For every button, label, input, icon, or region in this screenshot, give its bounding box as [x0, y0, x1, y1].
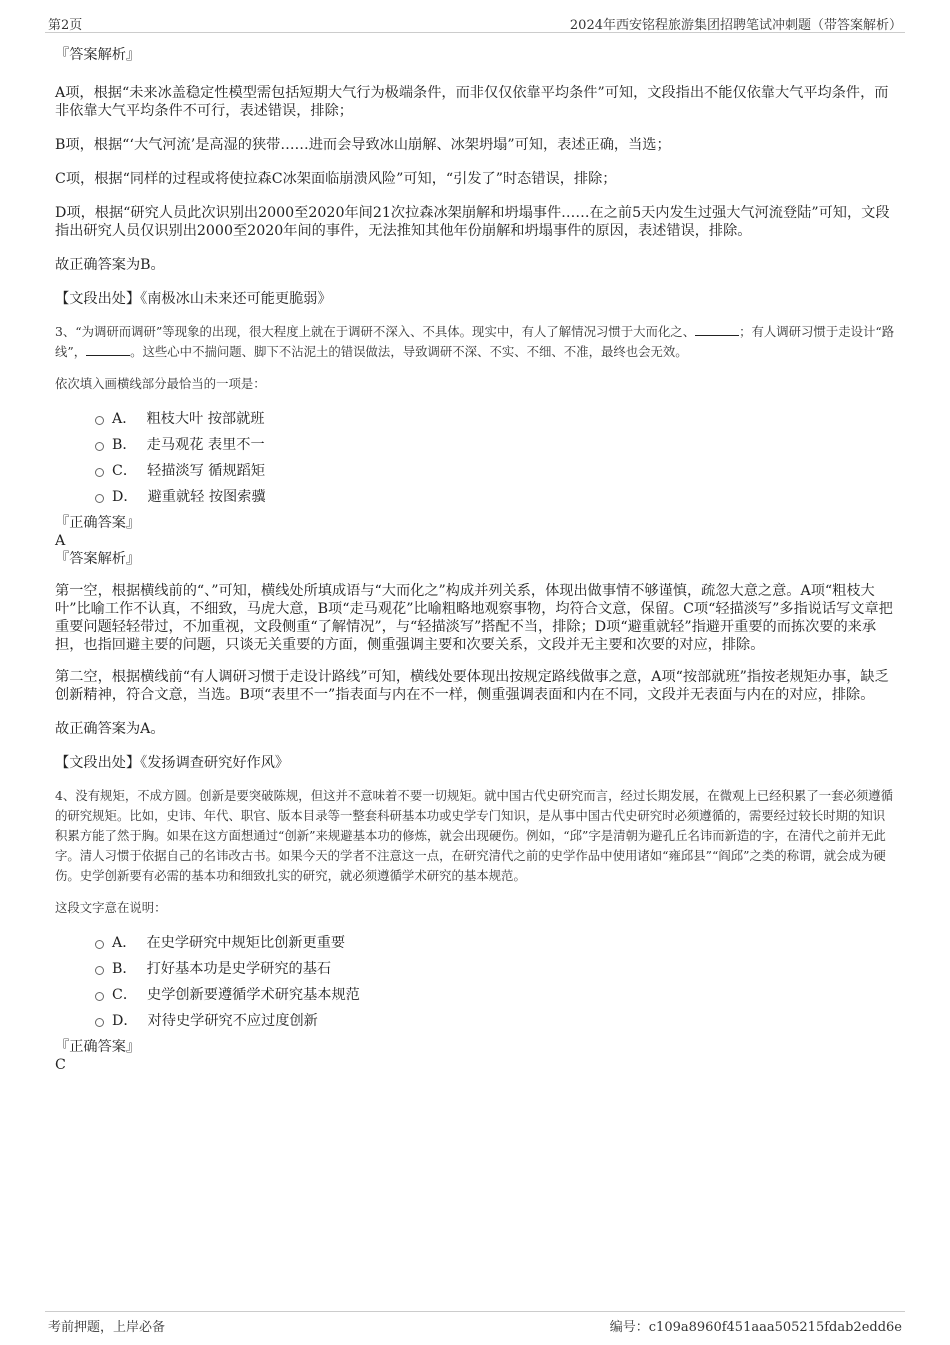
q3-options [95, 406, 897, 510]
q2-source: 【文段出处】《南极冰山未来还可能更脆弱》 [55, 291, 332, 307]
q3-conclusion: 故正确答案为A。 [55, 721, 165, 737]
q4-stem: 4、没有规矩，不成方圆。创新是要突破陈规，但这并不意味着不要一切规矩。就中国古代史研究而言，经过长期发展，在微观上已经积累了一套必须遵循的研究规矩。比如，史讳、年代、职官、版本目录等一整套科研基本功或史学专门知识，是从事中国古代史研究时必须遵循的，需要经过较长时期的知识积累方能了然于胸。如果在这方面想通过“创新”来规避基本功的修炼，就会出现硬伤。例如，“邱”字是清朝为避孔丘名讳而新造的字，在清代之前并无此字。清人习惯于依据自己的名讳改古书。如果今天的学者不注意这一点，在研究清代之前的史学作品中使用诸如“雍邱县”“阎邱”之类的称谓，就会成为硬伤。史学创新要有必需的基本功和细致扎实的研究，就必须遵循学术研究的基本规范。 [55, 788, 894, 883]
radio-icon[interactable] [95, 416, 104, 425]
option-text: 粗枝大叶 按部就班 [146, 411, 265, 427]
q4-option-a[interactable] [95, 930, 897, 956]
q3-stem-part-3: 。这些心中不揣问题、脚下不沾泥土的错误做法，导致调研不深、不实、不细、不准，最终也会无效。 [130, 344, 688, 359]
q3-stem-part-2: ；有人调研习惯于走设计“路线”， [55, 324, 895, 359]
main-content [55, 40, 897, 1074]
q2-analysis-d: D项，根据“研究人员此次识别出2000至2020年间21次拉森冰架崩解和坍塌事件……在之前5天内发生过强大气河流登陆”可知，文段指出研究人员仅识别出2000至2020年间的事件，无法推知其他年份崩解和坍塌事件的原因，表述错误，排除。 [55, 205, 890, 239]
option-text: 对待史学研究不应过度创新 [147, 1013, 318, 1029]
page-header [45, 14, 905, 33]
footer-slogan: 考前押题，上岸必备 [48, 1320, 166, 1335]
option-text: 轻描淡写 循规蹈矩 [147, 463, 266, 479]
q3-stem-part-1: 3、“为调研而调研”等现象的出现，很大程度上就在于调研不深入、不具体。现实中，有人了解情况习惯于大而化之、 [55, 324, 696, 339]
radio-icon[interactable] [95, 1018, 104, 1027]
radio-icon[interactable] [95, 940, 104, 949]
q4-answer-label: 『正确答案』 [55, 1039, 141, 1055]
q3-option-a[interactable] [95, 406, 897, 432]
q2-conclusion: 故正确答案为B。 [55, 257, 165, 273]
q2-analysis-a: A项，根据“未来冰盖稳定性模型需包括短期大气行为极端条件，而非仅仅依靠平均条件”可知，文段指出不能仅依靠大气平均条件，而非依靠大气平均条件不可行，表述错误，排除； [55, 85, 889, 119]
option-text: 在史学研究中规矩比创新更重要 [146, 935, 346, 951]
q2-analysis-label: 『答案解析』 [55, 47, 141, 63]
option-key: D． [112, 489, 138, 505]
radio-icon[interactable] [95, 992, 104, 1001]
q3-blank-2 [86, 343, 130, 356]
q3-option-c[interactable] [95, 458, 897, 484]
q3-answer: A [55, 533, 66, 549]
option-key: A． [112, 935, 137, 951]
q4-answer: C [55, 1057, 66, 1073]
q4-prompt: 这段文字意在说明： [55, 900, 167, 915]
q3-prompt: 依次填入画横线部分最恰当的一项是： [55, 376, 266, 391]
option-text: 打好基本功是史学研究的基石 [146, 961, 332, 977]
q3-blank-1 [695, 323, 739, 336]
q4-option-c[interactable] [95, 982, 897, 1008]
q3-answer-label: 『正确答案』 [55, 515, 141, 531]
q4-option-d[interactable] [95, 1008, 897, 1034]
q3-source: 【文段出处】《发扬调查研究好作风》 [55, 755, 290, 771]
footer-serial: 编号：c109a8960f451aaa505215fdab2edd6e [609, 1320, 902, 1335]
option-key: C． [112, 463, 138, 479]
radio-icon[interactable] [95, 442, 104, 451]
q4-options [95, 930, 897, 1034]
option-text: 避重就轻 按图索骥 [147, 489, 266, 505]
radio-icon[interactable] [95, 494, 104, 503]
q2-analysis-b: B项，根据“‘大气河流’是高湿的狭带……进而会导致冰山崩解、冰架坍塌”可知，表述正确，当选； [55, 137, 671, 153]
q3-option-b[interactable] [95, 432, 897, 458]
option-key: B． [112, 437, 137, 453]
q3-option-d[interactable] [95, 484, 897, 510]
q2-analysis-c: C项，根据“同样的过程或将使拉森C冰架面临崩溃风险”可知，“引发了”时态错误，排除； [55, 171, 617, 187]
option-key: C． [112, 987, 138, 1003]
option-key: A． [112, 411, 137, 427]
radio-icon[interactable] [95, 966, 104, 975]
q3-analysis-label: 『答案解析』 [55, 551, 141, 567]
option-key: B． [112, 961, 137, 977]
document-title: 2024年西安铭程旅游集团招聘笔试冲刺题（带答案解析） [569, 18, 902, 33]
option-text: 走马观花 表里不一 [146, 437, 265, 453]
q3-stem [55, 322, 897, 362]
q3-analysis-1: 第一空，根据横线前的“、”可知，横线处所填成语与“大而化之”构成并列关系，体现出做事情不够谨慎，疏忽大意之意。A项“粗枝大叶”比喻工作不认真，不细致，马虎大意，B项“走马观花”比喻粗略地观察事物，均符合文意，保留。C项“轻描淡写”多指说话写文章把重要问题轻轻带过，不加重视，文段侧重“了解情况”，与“轻描淡写”搭配不当，排除；D项“避重就轻”指避开重要的而拣次要的来承担，也指回避主要的问题，只谈无关重要的方面，侧重强调主要和次要关系，文段并无主要和次要的对应，排除。 [55, 583, 893, 653]
q3-analysis-2: 第二空，根据横线前“有人调研习惯于走设计路线”可知，横线处要体现出按规定路线做事之意，A项“按部就班”指按老规矩办事，缺乏创新精神，符合文意，当选。B项“表里不一”指表面与内在不一样，侧重强调表面和内在不同，文段并无表面与内在的对应，排除。 [55, 669, 889, 703]
page-footer [45, 1311, 905, 1335]
option-key: D． [112, 1013, 138, 1029]
radio-icon[interactable] [95, 468, 104, 477]
option-text: 史学创新要遵循学术研究基本规范 [147, 987, 360, 1003]
q4-option-b[interactable] [95, 956, 897, 982]
page-number: 第2页 [48, 18, 83, 33]
